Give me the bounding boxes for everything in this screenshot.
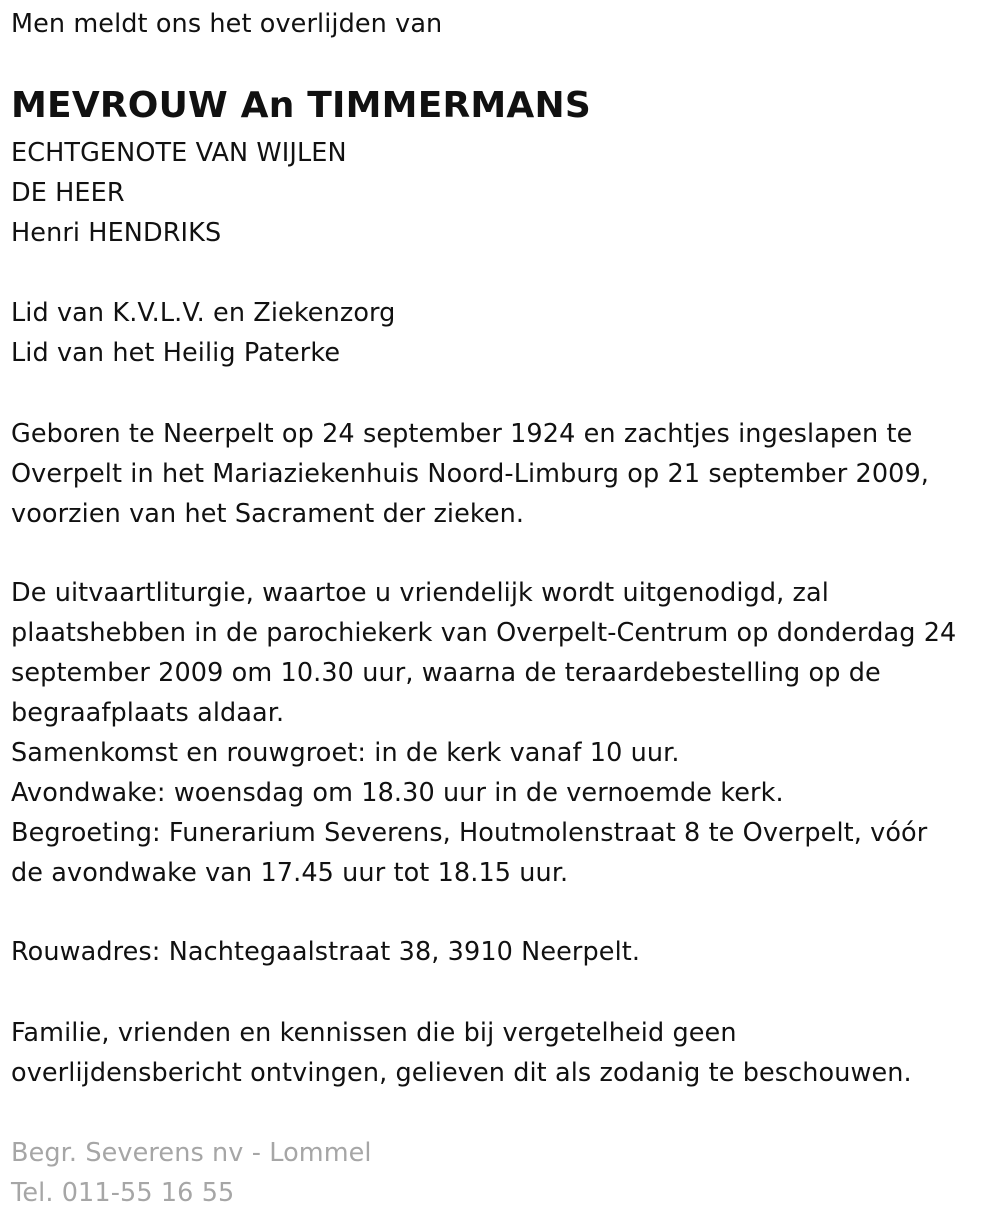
funeral-line: september 2009 om 10.30 uur, waarna de teraardebestelling op de [11, 658, 881, 688]
greeting-line: Begroeting: Funerarium Severens, Houtmolenstraat 8 te Overpelt, vóór [11, 818, 928, 848]
spouse-line: Henri HENDRIKS [11, 218, 222, 248]
spouse-line: DE HEER [11, 178, 125, 208]
mourning-address-section [11, 932, 640, 972]
wake-line: Avondwake: woensdag om 18.30 uur in de vernoemde kerk. [11, 778, 784, 808]
funeral-section [11, 573, 956, 893]
funeral-line: De uitvaartliturgie, waartoe u vriendelijk wordt uitgenodigd, zal [11, 578, 829, 608]
intro-text: Men meldt ons het overlijden van [11, 9, 443, 39]
membership-line: Lid van K.V.L.V. en Ziekenzorg [11, 298, 396, 328]
family-section [11, 1013, 912, 1093]
greeting-line: de avondwake van 17.45 uur tot 18.15 uur. [11, 858, 569, 888]
membership-line: Lid van het Heilig Paterke [11, 338, 341, 368]
footer [11, 1133, 372, 1213]
deceased-name: MEVROUW An TIMMERMANS [11, 85, 591, 126]
funeral-line: begraafplaats aldaar. [11, 698, 285, 728]
birth-death-line: Geboren te Neerpelt op 24 september 1924 en zachtjes ingeslapen te [11, 419, 913, 449]
undertaker-name: Begr. Severens nv - Lommel [11, 1138, 372, 1168]
undertaker-phone: Tel. 011-55 16 55 [11, 1178, 235, 1208]
birth-death-line: voorzien van het Sacrament der zieken. [11, 499, 525, 529]
family-line: overlijdensbericht ontvingen, gelieven dit als zodanig te beschouwen. [11, 1058, 912, 1088]
birth-death-section [11, 414, 929, 534]
gathering-line: Samenkomst en rouwgroet: in de kerk vanaf 10 uur. [11, 738, 680, 768]
membership-section [11, 293, 395, 373]
spouse-section [11, 133, 347, 253]
family-line: Familie, vrienden en kennissen die bij vergetelheid geen [11, 1018, 737, 1048]
spouse-line: ECHTGENOTE VAN WIJLEN [11, 138, 347, 168]
mourning-address: Rouwadres: Nachtegaalstraat 38, 3910 Neerpelt. [11, 937, 641, 967]
funeral-line: plaatshebben in de parochiekerk van Overpelt-Centrum op donderdag 24 [11, 618, 957, 648]
birth-death-line: Overpelt in het Mariaziekenhuis Noord-Limburg op 21 september 2009, [11, 459, 930, 489]
